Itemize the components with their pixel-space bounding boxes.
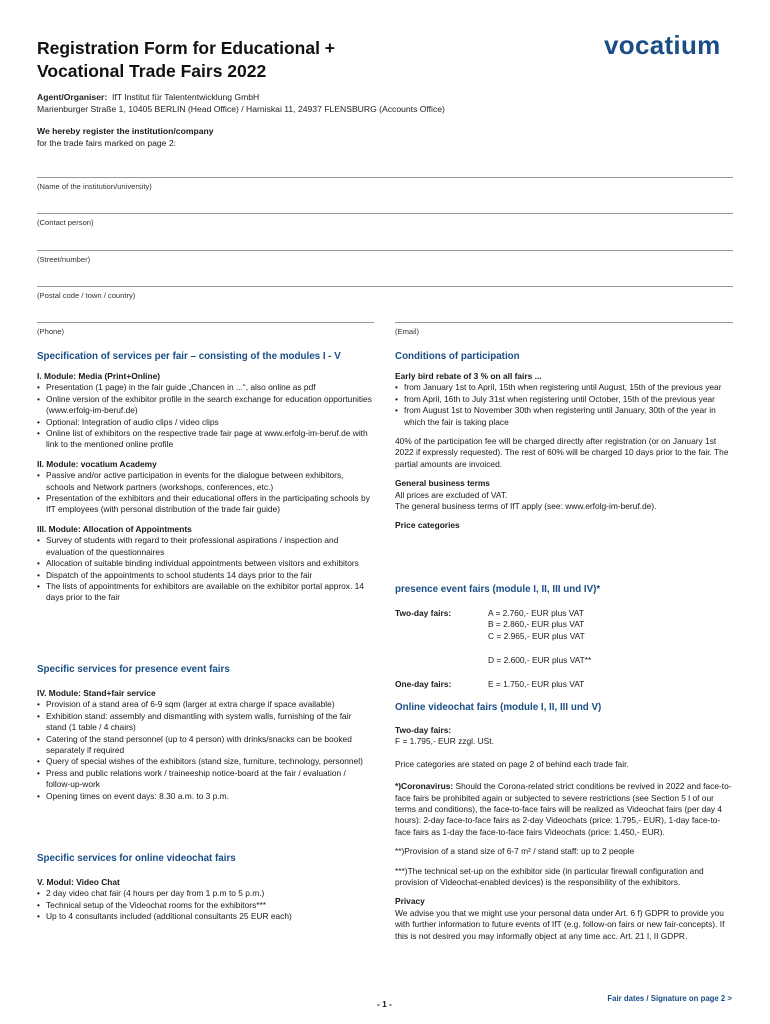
list-item: • Dispatch of the appointments to school students 14 days prior to the fair [37, 570, 372, 581]
list-item: • The lists of appointments for exhibitors are available on the exhibitor portal approx. 14 days prior to the fair [37, 581, 372, 604]
list-item: • Press and public relations work / traineeship notice-board at the fair / evaluation / follow-up-work [37, 768, 372, 791]
privacy-block [395, 896, 735, 942]
business-terms-title: General business terms [395, 478, 490, 489]
phone-label: (Phone) [37, 327, 65, 336]
one-day-label: One-day fairs: [395, 679, 452, 689]
agent-label: Agent/Organiser: [37, 92, 108, 102]
register-line-1: We hereby register the institution/company [37, 126, 214, 136]
street-field[interactable] [37, 250, 733, 251]
phone-field[interactable] [37, 322, 374, 323]
list-item: • Catering of the stand personnel (up to 4 person) with drinks/snacks can be booked separately if required [37, 734, 372, 757]
contact-person-label: (Contact person) [37, 218, 94, 227]
price-f: F = 1.795,- EUR zzgl. USt. [395, 736, 494, 747]
corona-label: *)Coronavirus: [395, 781, 454, 792]
module-3-title: III. Module: Allocation of Appointments [37, 523, 192, 534]
module-1 [37, 371, 372, 451]
conditions-heading: Conditions of participation [395, 351, 520, 362]
presence-services-heading: Specific services for presence event fairs [37, 664, 230, 675]
conditions-section [395, 371, 735, 532]
postal-code-label: (Postal code / town / country) [37, 291, 136, 300]
module-4 [37, 688, 372, 802]
notes-section [395, 725, 735, 942]
privacy-title: Privacy [395, 896, 425, 907]
tech-note: ***)The technical set-up on the exhibitor side (in particular firewall configuration and provision of Videochat-enabled devices) is the responsibility of the exhibitors. [395, 865, 704, 888]
corona-text: Should the Corona-related strict conditions be revived in 2022 and face-to-face fairs be prohibited again or subjected to severe restrictions (see Section 5 l of our terms and conditions), the face-to-face fairs will be realized as Videochat fairs (per day 4 hours): 2-day face-to-face fairs as 2-day Videochats (price: 1.795,- EUR), 1-day face-to-face fairs as 1-day the face-to-face fairs Videochats (price: 1.450,- EUR). [395, 781, 732, 837]
price-e: E = 1.750,- EUR plus VAT [488, 679, 585, 689]
register-line-2: for the trade fairs marked on page 2: [37, 137, 177, 148]
list-item: • Survey of students with regard to their professional aspirations / inspection and evaluation of the questionnaires [37, 535, 372, 558]
list-item: • Passive and/or active participation in events for the dialogue between exhibitors, schools and Network partners (workshops, conferences, etc.) [37, 470, 372, 493]
title-line-1: Registration Form for Educational + [37, 38, 336, 58]
module-2-title: II. Module: vocatium Academy [37, 458, 157, 469]
module-3 [37, 524, 372, 604]
institution-field[interactable] [37, 177, 733, 178]
corona-note [395, 781, 735, 838]
list-item: • Allocation of suitable binding individual appointments between visitors and exhibitors [37, 558, 372, 569]
business-terms-line-1: All prices are excluded of VAT. [395, 489, 508, 500]
privacy-text: We advise you that we might use your personal data under Art. 6 f) GDPR to provide you with further information to future events of IfT (e.g. follow-on fairs or new fair-concepts). If this is not desired you may informally object at any time acc. Art. 21 I, II GDPR. [395, 907, 725, 941]
module-5 [37, 877, 372, 923]
register-intro [37, 126, 214, 149]
module-2 [37, 459, 372, 516]
contact-person-field[interactable] [37, 213, 733, 214]
list-item: • Exhibition stand: assembly and dismantling with system walls, furnishing of the fair stand (1 table / 4 chairs) [37, 711, 372, 734]
list-item: • from April, 16th to July 31st when registering until October, 15th of the previous year [395, 394, 735, 405]
module-4-title: IV. Module: Stand+fair service [37, 688, 156, 698]
list-item: • Query of special wishes of the exhibitors (stand size, furniture, technology, personnel) [37, 756, 372, 767]
business-terms-block [395, 478, 735, 512]
two-day-label: Two-day fairs: [395, 608, 452, 618]
list-item: • Presentation of the exhibitors and their educational offers in the participating schools by IfT employees (with personal distribution of the trade fair guide) [37, 493, 372, 516]
agent-info [37, 92, 445, 115]
presence-price-heading: presence event fairs (module I, II, III und IV)* [395, 584, 601, 595]
early-bird-block [395, 371, 735, 428]
module-1-title: I. Module: Media (Print+Online) [37, 371, 161, 381]
business-terms-line-2: The general business terms of IfT apply (see: www.erfolg-im-beruf.de). [395, 501, 657, 512]
list-item: • Optional: Integration of audio clips / video clips [37, 417, 372, 428]
price-d: D = 2.600,- EUR plus VAT** [488, 655, 592, 665]
title-line-2: Vocational Trade Fairs 2022 [37, 61, 267, 81]
institution-label: (Name of the institution/university) [37, 182, 152, 191]
list-item: • Opening times on event days: 8.30 a.m. to 3 p.m. [37, 791, 372, 802]
agent-address: Marienburger Straße 1, 10405 BERLIN (Head Office) / Harniskai 11, 24937 FLENSBURG (Accounts Office) [37, 103, 445, 114]
price-note: Price categories are stated on page 2 of behind each trade fair. [395, 758, 629, 769]
list-item: • Online version of the exhibitor profile in the search exchange for education opportunities (www.erfolg-im-beruf.de) [37, 394, 372, 417]
online-price-block [395, 725, 735, 748]
online-price-heading: Online videochat fairs (module I, II, III und V) [395, 702, 602, 713]
email-field[interactable] [395, 322, 733, 323]
page-title [37, 37, 457, 83]
price-b: B = 2.860,- EUR plus VAT [488, 619, 585, 630]
price-c: C = 2.965,- EUR plus VAT [488, 630, 585, 641]
online-services-heading: Specific services for online videochat fairs [37, 853, 236, 864]
list-item: • Up to 4 consultants included (additional consultants 25 EUR each) [37, 911, 372, 922]
online-two-day-label: Two-day fairs: [395, 725, 452, 735]
list-item: • 2 day video chat fair (4 hours per day from 1 p.m to 5 p.m.) [37, 888, 372, 899]
list-item: • Online list of exhibitors on the respective trade fair page at www.erfolg-im-beruf.de with link to the mentioned online profile [37, 428, 372, 451]
list-item: • from January 1st to April, 15th when registering until August, 15th of the previous year [395, 382, 735, 393]
list-item: • Presentation (1 page) in the fair guide „Chancen in ...“, also online as pdf [37, 382, 372, 393]
email-label: (Email) [395, 327, 420, 336]
list-item: • Provision of a stand area of 6-9 sqm (larger at extra charge if space available) [37, 699, 372, 710]
next-page-link[interactable]: Fair dates / Signature on page 2 > [607, 994, 732, 1003]
agent-name: IfT Institut für Talententwicklung GmbH [111, 92, 260, 102]
vocatium-logo: vocatium [604, 30, 721, 60]
price-a: A = 2.760,- EUR plus VAT [488, 608, 584, 618]
fee-text: 40% of the participation fee will be charged directly after registration (or on January 1st 2022 if expressly requested). The rest of 60% will be charged 10 days prior to the fair. The partial amounts are invoiced. [395, 436, 729, 469]
early-bird-title: Early bird rebate of 3 % on all fairs ... [395, 371, 542, 381]
list-item: • from August 1st to November 30th when registering until January, 30th of the year in which the fair is taking place [395, 405, 735, 428]
two-day-prices [488, 608, 585, 642]
street-label: (Street/number) [37, 255, 91, 264]
stand-note: **)Provision of a stand size of 6-7 m² / stand staff: up to 2 people [395, 846, 635, 857]
spec-heading: Specification of services per fair – consisting of the modules I - V [37, 351, 341, 362]
postal-code-field[interactable] [37, 286, 733, 287]
page-number: - 1 - [377, 999, 392, 1009]
price-categories-title: Price categories [395, 520, 460, 531]
modules-section [37, 371, 372, 612]
module-5-title: V. Modul: Video Chat [37, 877, 120, 887]
list-item: • Technical setup of the Videochat rooms for the exhibitors*** [37, 900, 372, 911]
